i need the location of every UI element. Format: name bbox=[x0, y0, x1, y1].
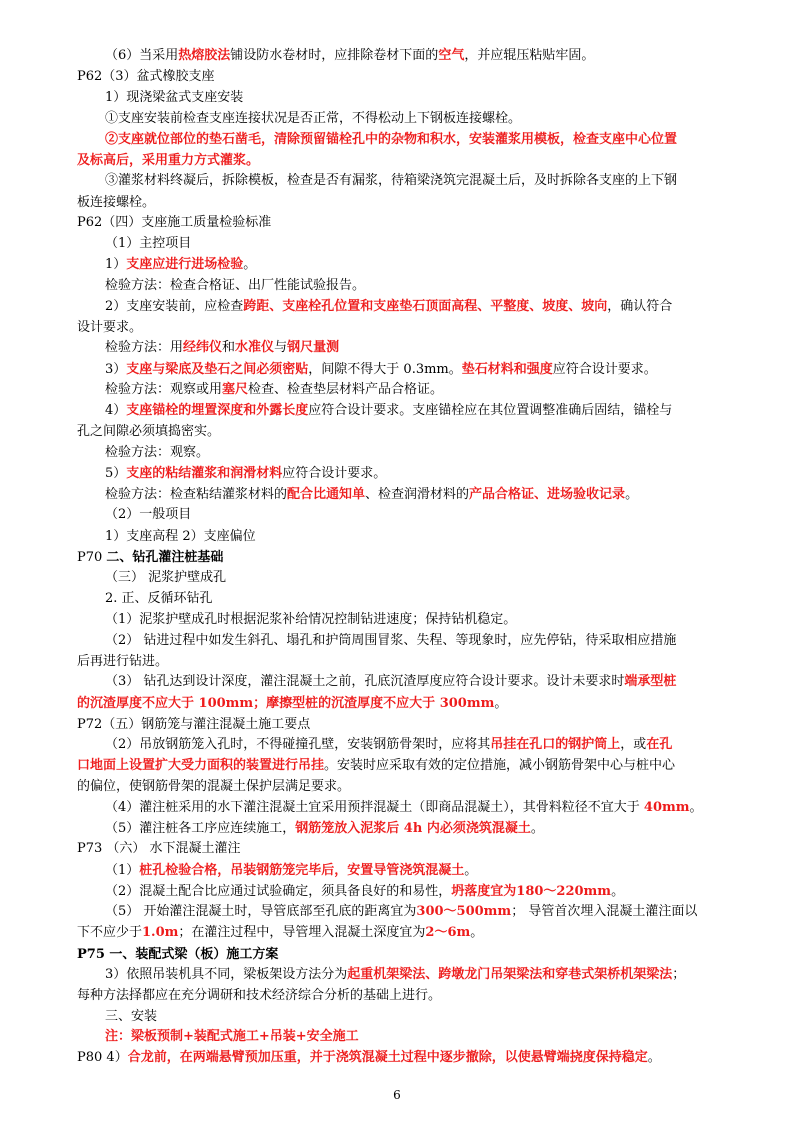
body-text: 。 bbox=[530, 821, 544, 836]
highlight-text: 注：梁板预制+装配式施工+吊装+安全施工 bbox=[105, 1029, 359, 1044]
body-text: ，确认符合 bbox=[607, 299, 673, 314]
body-text: ，并应辊压粘贴牢固。 bbox=[464, 48, 595, 63]
text-line bbox=[105, 859, 477, 882]
body-text: 和 bbox=[222, 340, 236, 355]
body-text: ； bbox=[672, 967, 686, 982]
text-line bbox=[77, 420, 220, 443]
body-text: （2）混凝土配合比应通过试验确定，须具备良好的和易性， bbox=[105, 884, 452, 899]
text-line bbox=[105, 587, 213, 610]
text-line bbox=[105, 399, 672, 422]
text-line bbox=[77, 984, 441, 1007]
highlight-text: 的沉渣厚度不应大于 100mm；摩擦型桩的沉渣厚度不应大于 300mm bbox=[77, 696, 495, 711]
body-text: 检验方法：观察。 bbox=[105, 445, 210, 460]
highlight-text: 热熔胶法 bbox=[178, 48, 231, 63]
body-text: 应符合设计要求。支座锚栓应在其位置调整准确后固结，锚栓与 bbox=[308, 403, 673, 418]
text-line bbox=[77, 692, 507, 715]
highlight-text: 口地面上设置扩大受力面积的装置进行吊挂 bbox=[77, 758, 325, 773]
highlight-text: 空气 bbox=[438, 48, 465, 63]
body-text: 。 bbox=[494, 696, 508, 711]
body-text: （4）灌注桩采用的水下灌注混凝土宜采用预拌混凝土（即商品混凝土），其骨料粒径不宜大于 bbox=[105, 800, 644, 815]
highlight-text: 坍落度宜为180～220mm bbox=[451, 884, 612, 899]
text-line bbox=[77, 65, 215, 88]
body-text: （6）当采用 bbox=[105, 48, 179, 63]
highlight-text: 支座与梁底及垫石之间必须密贴 bbox=[126, 362, 309, 377]
body-text: 孔之间隙必须填捣密实。 bbox=[77, 424, 221, 439]
text-line bbox=[105, 378, 443, 401]
body-text: （5） 开始灌注混凝土时，导管底部至孔底的距离宜为 bbox=[105, 904, 417, 919]
text-line bbox=[105, 963, 685, 986]
highlight-text: 配合比通知单 bbox=[287, 487, 366, 502]
body-text: 后再进行钻进。 bbox=[77, 654, 169, 669]
body-text: P62（3）盆式橡胶支座 bbox=[77, 69, 215, 84]
text-line bbox=[105, 128, 677, 151]
text-line bbox=[77, 1046, 661, 1069]
body-text: 3） bbox=[105, 362, 127, 377]
body-text: ，或 bbox=[620, 737, 647, 752]
body-text: ③灌浆材料终凝后，拆除模板，检查是否有漏浆，待箱梁浇筑完混凝土后，及时拆除各支座的上下钢 bbox=[105, 173, 678, 188]
highlight-text: 起重机架梁法、跨墩龙门吊架梁法和穿巷式架桥机架梁法 bbox=[347, 967, 673, 982]
highlight-text: 吊挂在孔口的钢护筒上 bbox=[490, 737, 621, 752]
highlight-text: 支座的粘结灌浆和润滑材料 bbox=[126, 466, 283, 481]
body-text: ①支座安装前检查支座连接状况是否正常，不得松动上下钢板连接螺栓。 bbox=[105, 111, 522, 126]
text-line bbox=[105, 503, 191, 526]
body-text: 下不应少于 bbox=[77, 925, 143, 940]
text-line bbox=[105, 169, 677, 192]
text-line bbox=[105, 232, 191, 255]
body-text: ； 导管首次埋入混凝土灌注面以 bbox=[511, 904, 698, 919]
body-text: 4） bbox=[105, 403, 127, 418]
highlight-text: 垫石材料和强度 bbox=[461, 362, 553, 377]
body-text: ；在灌注过程中，导管埋入混凝土深度宜为 bbox=[178, 925, 426, 940]
body-text: 与 bbox=[274, 340, 288, 355]
bold-heading-text: 二、钻孔灌注桩基础 bbox=[106, 550, 224, 565]
text-line bbox=[105, 608, 516, 631]
body-text: （1）主控项目 bbox=[105, 236, 192, 251]
text-line bbox=[77, 754, 675, 777]
highlight-text: 在孔 bbox=[646, 737, 673, 752]
body-text: （2）吊放钢筋笼入孔时，不得碰撞孔壁，安装钢筋骨架时，应将其 bbox=[105, 737, 491, 752]
body-text: 5） bbox=[105, 466, 127, 481]
highlight-text: 1.0m bbox=[142, 925, 179, 940]
body-text: 。 bbox=[625, 487, 639, 502]
highlight-text: 水准仪 bbox=[235, 340, 275, 355]
body-text: 。 bbox=[647, 1050, 661, 1065]
text-line bbox=[105, 796, 703, 819]
highlight-text: 支座锚栓的埋置深度和外露长度 bbox=[126, 403, 309, 418]
body-text: 板连接螺栓。 bbox=[77, 195, 156, 210]
text-line bbox=[105, 733, 672, 756]
highlight-text: 支座应进行进场检验 bbox=[126, 257, 244, 272]
body-text: 。安装时应采取有效的定位措施，减小钢筋骨架中心与桩中心 bbox=[324, 758, 676, 773]
highlight-text: 钢筋笼放入泥浆后 4h 内必须浇筑混凝土 bbox=[295, 821, 531, 836]
body-text: 检验方法：观察或用 bbox=[105, 382, 223, 397]
body-text: （2）一般项目 bbox=[105, 507, 192, 522]
body-text: 应符合设计要求。 bbox=[552, 362, 657, 377]
body-text: （5）灌注桩各工序应连续施工， bbox=[105, 821, 296, 836]
text-line bbox=[105, 253, 256, 276]
bold-heading-text: P75 一、装配式梁（板）施工方案 bbox=[77, 947, 279, 962]
body-text: 1）现浇梁盆式支座安装 bbox=[105, 90, 244, 105]
body-text: （三） 泥浆护壁成孔 bbox=[105, 570, 227, 585]
body-text: 1） bbox=[105, 257, 127, 272]
highlight-text: 2～6m bbox=[425, 925, 471, 940]
body-text: ，间隙不得大于 0.3mm。 bbox=[308, 362, 462, 377]
text-line bbox=[105, 1025, 359, 1048]
text-line bbox=[77, 211, 271, 234]
text-line bbox=[105, 462, 386, 485]
body-text: 的偏位，使钢筋骨架的混凝土保护层满足要求。 bbox=[77, 779, 351, 794]
highlight-text: 40mm bbox=[643, 800, 690, 815]
body-text: 设计要求。 bbox=[77, 320, 143, 335]
highlight-text: 产品合格证、进场验收记录 bbox=[469, 487, 626, 502]
text-line bbox=[105, 336, 339, 359]
highlight-text: 经纬仪 bbox=[183, 340, 223, 355]
highlight-text: ②支座就位部位的垫石凿毛，清除预留锚栓孔中的杂物和积水，安装灌浆用模板，检查支座中心位置 bbox=[105, 132, 678, 147]
body-text: P80 4） bbox=[77, 1050, 128, 1065]
text-line bbox=[105, 566, 226, 589]
body-text: 2. 正、反循环钻孔 bbox=[105, 591, 213, 606]
text-line bbox=[105, 525, 256, 548]
body-text: （2） 钻进过程中如发生斜孔、塌孔和护筒周围冒浆、失程、等现象时，应先停钻，待采取相应措施 bbox=[105, 633, 677, 648]
body-text: （1）泥浆护壁成孔时根据泥浆补给情况控制钻进速度；保持钻机稳定。 bbox=[105, 612, 517, 627]
text-line bbox=[105, 900, 697, 923]
highlight-text: 跨距、支座栓孔位置和支座垫石顶面高程、平整度、坡度、坡向 bbox=[243, 299, 608, 314]
body-text: 每种方法择都应在充分调研和技术经济综合分析的基础上进行。 bbox=[77, 988, 442, 1003]
text-line bbox=[105, 670, 676, 693]
body-text: 2）支座安装前，应检查 bbox=[105, 299, 244, 314]
text-line bbox=[105, 86, 243, 109]
body-text: P62（四）支座施工质量检验标准 bbox=[77, 215, 272, 230]
body-text: 、检查润滑材料的 bbox=[365, 487, 470, 502]
highlight-text: 及标高后，采用重力方式灌浆。 bbox=[77, 153, 260, 168]
body-text: 检查、检查垫层材料产品合格证。 bbox=[248, 382, 444, 397]
text-line bbox=[105, 274, 365, 297]
body-text: P72（五）钢筋笼与灌注混凝土施工要点 bbox=[77, 717, 311, 732]
highlight-text: 塞尺 bbox=[222, 382, 249, 397]
body-text: 1）支座高程 2）支座偏位 bbox=[105, 529, 256, 544]
text-line bbox=[105, 629, 676, 652]
highlight-text: 合龙前，在两端悬臂预加压重，并于浇筑混凝土过程中逐步撤除，以使悬臂端挠度保持稳定 bbox=[127, 1050, 648, 1065]
page-number: 6 bbox=[393, 1088, 401, 1102]
body-text: P73 （六） 水下混凝土灌注 bbox=[77, 841, 241, 856]
body-text: 。 bbox=[470, 925, 484, 940]
highlight-text: 端承型桩 bbox=[624, 674, 677, 689]
text-line bbox=[105, 107, 521, 130]
body-text: 。 bbox=[689, 800, 703, 815]
text-line bbox=[105, 295, 672, 318]
body-text: 检验方法：检查合格证、出厂性能试验报告。 bbox=[105, 278, 366, 293]
text-line bbox=[105, 441, 209, 464]
highlight-text: 桩孔检验合格，吊装钢筋笼完毕后，安置导管浇筑混凝土 bbox=[139, 863, 465, 878]
text-line bbox=[77, 775, 350, 798]
body-text: （1） bbox=[105, 863, 140, 878]
text-line bbox=[77, 837, 241, 860]
body-text: 铺设防水卷材时，应排除卷材下面的 bbox=[230, 48, 439, 63]
text-line bbox=[105, 44, 594, 67]
body-text: 。 bbox=[464, 863, 478, 878]
highlight-text: 钢尺量测 bbox=[287, 340, 340, 355]
body-text: 检验方法：检查粘结灌浆材料的 bbox=[105, 487, 288, 502]
body-text: 。 bbox=[243, 257, 257, 272]
body-text: 3）依照吊装机具不同，梁板架设方法分为 bbox=[105, 967, 348, 982]
body-text: 。 bbox=[611, 884, 625, 899]
body-text: P70 bbox=[77, 550, 107, 565]
text-line bbox=[77, 921, 483, 944]
body-text: 应符合设计要求。 bbox=[282, 466, 387, 481]
body-text: 三、安装 bbox=[105, 1009, 158, 1024]
highlight-text: 300～500mm bbox=[416, 904, 512, 919]
body-text: （3） 钻孔达到设计深度，灌注混凝土之前，孔底沉渣厚度应符合设计要求。设计未要求时 bbox=[105, 674, 625, 689]
body-text: 检验方法：用 bbox=[105, 340, 184, 355]
